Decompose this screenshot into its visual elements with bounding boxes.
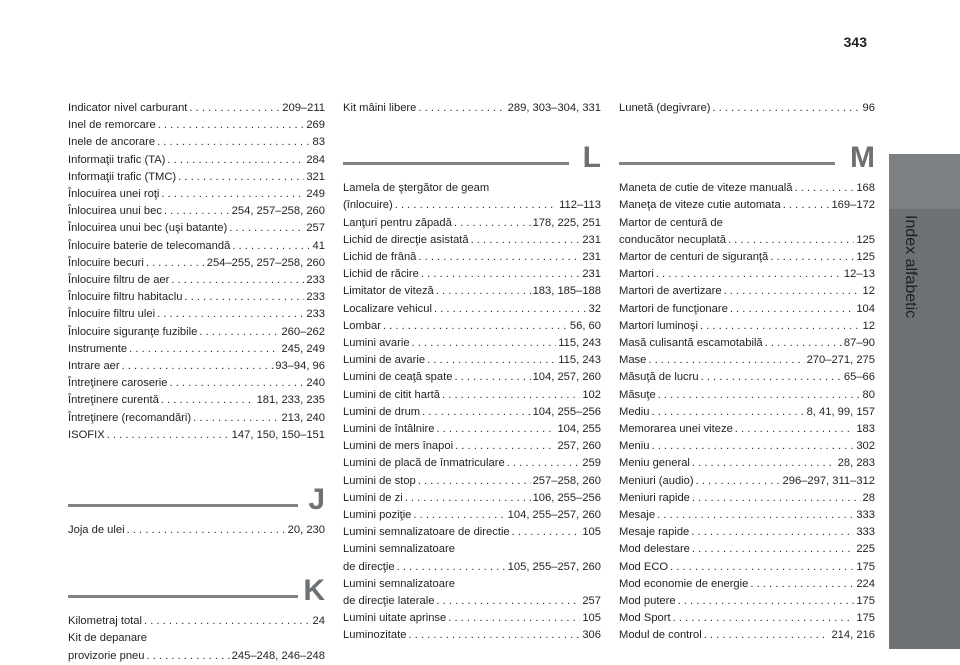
index-entry <box>68 427 325 444</box>
index-entry <box>68 289 325 306</box>
index-entry-term: Lumini de drum <box>343 405 421 418</box>
index-entry-pages: 284 <box>306 153 325 166</box>
index-entry-pages: 231 <box>582 268 601 281</box>
index-entry-term: Mod economie de energie <box>619 577 749 590</box>
index-entry-term: Lumini de întâlnire <box>343 423 435 436</box>
section-rule <box>68 595 298 598</box>
index-entry-term: Lumini de avarie <box>343 354 426 367</box>
index-entry-term: Localizare vehicul <box>343 302 432 315</box>
index-entry-term: Martor de centuri de siguranţă <box>619 251 769 264</box>
index-entry-term: Inele de ancorare <box>68 136 156 149</box>
index-entry-pages: 125 <box>856 233 875 246</box>
index-entry-pages: 302 <box>856 440 875 453</box>
side-tab-label: Index alfabetic <box>902 215 919 319</box>
index-entry-pages: 12–13 <box>843 268 875 281</box>
index-entry-term: Mesaje <box>619 509 656 522</box>
index-entry-term: Lamela de ştergător de geam <box>343 182 490 195</box>
index-entry-pages: 257, 260 <box>557 440 601 453</box>
index-entry-term: Masă culisantă escamotabilă <box>619 337 763 350</box>
index-entry-term: conducător necuplată <box>619 233 726 246</box>
index-section-k <box>68 613 325 630</box>
index-entry-pages: 245, 249 <box>281 342 325 355</box>
index-entry <box>68 306 325 323</box>
index-entry-term: Lumini de mers înapoi <box>343 440 454 453</box>
index-entry-term: Kilometraj total <box>68 615 142 628</box>
index-entry-pages: 270–271, 275 <box>806 354 875 367</box>
index-entry-term: Martori luminoşi <box>619 319 698 332</box>
index-entry-term: Întreţinere (recomandări) <box>68 411 192 424</box>
index-entry-pages: 214, 216 <box>831 629 875 642</box>
index-entry-term: Meniu general <box>619 457 690 470</box>
index-entry-pages: 175 <box>856 612 875 625</box>
index-entry <box>343 249 601 266</box>
index-entry-term: Înlocuirea unei roţi <box>68 188 160 201</box>
index-entry <box>619 249 875 266</box>
index-entry-pages: 245–248, 246–248 <box>231 649 325 662</box>
index-entry-pages: 106, 255–256 <box>532 491 601 504</box>
index-entry-term: Înlocuire filtru de aer <box>68 274 170 287</box>
index-entry <box>343 335 601 352</box>
index-entry <box>619 455 875 472</box>
index-entry-pages: 12 <box>862 285 875 298</box>
index-entry <box>619 318 875 335</box>
page-number: 343 <box>843 34 867 50</box>
index-entry-term: Memorarea unei viteze <box>619 423 733 436</box>
index-entry <box>343 559 601 576</box>
index-entry-pages: 105, 255–257, 260 <box>507 560 601 573</box>
index-entry-term: Kit de depanare <box>68 632 147 645</box>
index-entry-term: Înlocuirea unui bec (uşi batante) <box>68 222 228 235</box>
index-entry-pages: 83 <box>312 136 325 149</box>
index-entry-term: Lumini avarie <box>343 337 410 350</box>
section-letter-m: M <box>850 141 875 175</box>
index-entry-pages: 125 <box>856 251 875 264</box>
index-entry <box>619 490 875 507</box>
index-entry-pages: 209–211 <box>282 102 325 114</box>
index-entry <box>343 232 601 249</box>
index-section-m-rest <box>619 249 875 645</box>
index-entry-pages: 233 <box>306 308 325 321</box>
index-entry-pages: 41 <box>312 239 325 252</box>
index-entry-pages: 259 <box>582 457 601 470</box>
index-entry-pages: 87–90 <box>843 337 875 350</box>
index-entry <box>343 283 601 300</box>
index-entry <box>619 283 875 300</box>
index-entry <box>343 421 601 438</box>
index-entry <box>343 266 601 283</box>
index-entry-pages: 224 <box>856 577 875 590</box>
section-rule <box>343 162 569 165</box>
index-entry-pages: 28 <box>862 491 875 504</box>
index-entry-pages: 213, 240 <box>281 411 325 424</box>
index-entry <box>343 627 601 644</box>
index-section-j <box>68 522 325 539</box>
index-entry <box>619 524 875 541</box>
index-entry <box>343 490 601 507</box>
index-entry-pages: 175 <box>856 560 875 573</box>
index-entry-term: Lumini de citit hartă <box>343 388 441 401</box>
index-entry <box>68 203 325 220</box>
index-entry-term: Mesaje rapide <box>619 526 690 539</box>
index-entry-term: Lichid de răcire <box>343 268 419 281</box>
letter-header-l <box>343 136 601 180</box>
index-entry <box>343 387 601 404</box>
index-entry-pages: 105 <box>582 526 601 539</box>
index-entry-pages: 183, 185–188 <box>532 285 601 298</box>
index-entry-pages: 183 <box>856 423 875 436</box>
index-entry <box>68 238 325 255</box>
index-entry-term: Mod ECO <box>619 560 669 573</box>
index-entry <box>619 438 875 455</box>
index-entry-pages: 178, 225, 251 <box>532 216 601 229</box>
letter-header-j <box>68 478 325 522</box>
index-entry <box>343 197 601 214</box>
index-entry-pages: 254, 257–258, 260 <box>231 205 325 218</box>
index-entry <box>619 232 875 249</box>
index-entry-pages: 233 <box>306 291 325 304</box>
index-entry-term: Lichid de frână <box>343 251 417 264</box>
index-entry-term: Kit mâini libere <box>343 102 417 114</box>
index-entry <box>619 593 875 610</box>
index-entry-term: Intrare aer <box>68 360 120 373</box>
index-entry-term: Lumini poziţie <box>343 509 412 522</box>
index-entry <box>619 404 875 421</box>
index-entry-term: Înlocuire becuri <box>68 256 144 269</box>
index-entry-pages: 175 <box>856 595 875 608</box>
index-entry-term: Măsuţă de lucru <box>619 371 699 384</box>
index-entry-pages: 32 <box>588 302 601 315</box>
index-entry <box>68 613 325 630</box>
index-entry <box>343 318 601 335</box>
index-entry <box>619 421 875 438</box>
index-entry <box>619 369 875 386</box>
side-tab-marker <box>889 154 960 209</box>
index-entry-pages: 168 <box>856 182 875 195</box>
index-entry-term: Limitator de viteză <box>343 285 434 298</box>
index-entry <box>68 134 325 151</box>
index-entry-term: Lichid de direcţie asistată <box>343 233 469 246</box>
index-entry-term: Mod putere <box>619 595 676 608</box>
index-entry-term: Lanţuri pentru zăpadă <box>343 216 452 229</box>
index-entry-pages: 104, 255–257, 260 <box>507 509 601 522</box>
index-entry <box>68 169 325 186</box>
index-entry-term: Informaţii trafic (TA) <box>68 153 166 166</box>
index-entry-pages: 24 <box>312 615 325 628</box>
index-entry-pages: 233 <box>306 274 325 287</box>
index-entry-pages: 93–94, 96 <box>275 360 325 373</box>
index-entry-term: Instrumente <box>68 342 128 355</box>
index-section-l-end <box>343 610 601 644</box>
index-entry <box>619 301 875 318</box>
index-entry-term: Indicator nivel carburant <box>68 102 188 114</box>
index-entry <box>68 341 325 358</box>
index-entry <box>343 215 601 232</box>
index-entry-term: Înlocuirea unui bec <box>68 205 162 218</box>
index-entry <box>343 507 601 524</box>
index-entry-pages: 115, 243 <box>558 354 601 367</box>
index-entry-pages: 240 <box>306 377 325 390</box>
index-entry-term: Maneta de cutie de viteze manuală <box>619 182 793 195</box>
index-entry-term: Mod Sport <box>619 612 671 625</box>
index-entry-term: Lumini semnalizatoare de directie <box>343 526 510 539</box>
index-entry-pages: 56, 60 <box>569 319 601 332</box>
index-entry <box>619 473 875 490</box>
index-entry-term: Lumini de placă de înmatriculare <box>343 457 505 470</box>
index-entry <box>343 352 601 369</box>
index-entry-term: Mod delestare <box>619 543 690 556</box>
section-letter-k: K <box>303 574 325 608</box>
index-entry <box>68 117 325 134</box>
index-section-m <box>619 180 875 214</box>
index-entry <box>343 593 601 610</box>
index-entry-term: Înlocuire filtru ulei <box>68 308 156 321</box>
index-entry <box>619 610 875 627</box>
index-entry-term: Înlocuire filtru habitaclu <box>68 291 183 304</box>
letter-header-k <box>68 569 325 613</box>
index-entry-term: Lumini semnalizatoare <box>343 543 455 556</box>
index-entry-pages: 260–262 <box>281 325 325 338</box>
index-entry-pages: 333 <box>856 509 875 522</box>
index-entry <box>343 473 601 490</box>
index-entry <box>68 410 325 427</box>
index-entry-term: Martor de centură de <box>619 216 723 229</box>
index-entry-pages: 249 <box>306 188 325 201</box>
index-entry-pages: 231 <box>582 251 601 264</box>
index-entry-term: Maneţa de viteze cutie automata <box>619 199 781 212</box>
index-entry-term: Luminozitate <box>343 629 407 642</box>
index-entry-term: Lumini de stop <box>343 474 416 487</box>
index-column-3 <box>619 100 875 645</box>
index-entry-term: (înlocuire) <box>343 199 393 212</box>
index-entry-pages: 289, 303–304, 331 <box>507 102 601 114</box>
index-entry <box>68 358 325 375</box>
index-entry-term: Modul de control <box>619 629 702 642</box>
index-entry-term: Martori <box>619 268 654 281</box>
index-entry-pages: 169–172 <box>831 199 875 212</box>
index-entry <box>343 438 601 455</box>
index-column-1 <box>68 100 325 665</box>
section-rule <box>619 162 835 165</box>
index-entry-term: Inel de remorcare <box>68 119 156 132</box>
index-entry-term: Mediu <box>619 405 650 418</box>
index-entry-pages: 321 <box>306 170 325 183</box>
section-letter-j: J <box>308 483 325 517</box>
index-entry-pages: 225 <box>856 543 875 556</box>
index-entry-pages: 269 <box>306 119 325 132</box>
index-entry-term: Meniuri (audio) <box>619 474 694 487</box>
index-entry-term: Lunetă (degivrare) <box>619 102 711 114</box>
index-entry <box>68 255 325 272</box>
index-entry-term: Joja de ulei <box>68 524 125 537</box>
index-entry <box>68 152 325 169</box>
index-entry-term: Lumini semnalizatoare <box>343 577 455 590</box>
index-entry-pages: 104 <box>856 302 875 315</box>
index-entry <box>619 335 875 352</box>
index-entry <box>343 404 601 421</box>
section-rule <box>68 504 298 507</box>
index-entry-pages: 12 <box>862 319 875 332</box>
index-entry-pages: 115, 243 <box>558 337 601 350</box>
index-entry <box>619 352 875 369</box>
index-entry <box>619 507 875 524</box>
index-entry-term: Măsuţe <box>619 388 656 401</box>
index-entry-term: ISOFIX <box>68 428 105 441</box>
index-entry <box>343 524 601 541</box>
index-entry <box>619 197 875 214</box>
index-entry <box>619 541 875 558</box>
index-entry-term: Înlocuire baterie de telecomandă <box>68 239 231 252</box>
index-entry-term: Lumini de zi <box>343 491 403 504</box>
index-entry-pages: 333 <box>856 526 875 539</box>
index-entry <box>343 301 601 318</box>
index-entry-term: Întreţinere caroserie <box>68 377 168 390</box>
index-entry-pages: 105 <box>582 612 601 625</box>
index-entry-pages: 231 <box>582 233 601 246</box>
index-entry-pages: 102 <box>582 388 601 401</box>
index-entry-pages: 8, 41, 99, 157 <box>806 405 875 418</box>
index-entry-term: Întreţinere curentă <box>68 394 159 407</box>
index-entry <box>343 455 601 472</box>
index-entry <box>619 387 875 404</box>
index-entry-term: Mase <box>619 354 647 367</box>
index-entry-pages: 96 <box>862 102 875 114</box>
index-entry-pages: 181, 233, 235 <box>256 394 325 407</box>
index-entry <box>619 559 875 576</box>
index-entry-pages: 112–113 <box>559 199 601 212</box>
index-entry-pages: 254–255, 257–258, 260 <box>206 256 325 269</box>
index-entry <box>68 522 325 539</box>
index-entry <box>68 100 325 117</box>
index-entry <box>68 392 325 409</box>
index-entry-pages: 147, 150, 150–151 <box>231 428 325 441</box>
index-entry-term: Înlocuire siguranţe fuzibile <box>68 325 198 338</box>
index-entry-term: Martori de funcţionare <box>619 302 728 315</box>
index-entry-term: Lumini uitate aprinse <box>343 612 447 625</box>
index-entry-term: Lombar <box>343 319 381 332</box>
index-entry-term: Lumini de ceaţă spate <box>343 371 453 384</box>
index-entry-pages: 306 <box>582 629 601 642</box>
index-entry-pages: 28, 283 <box>837 457 875 470</box>
index-entry <box>68 186 325 203</box>
index-entry-term: Meniu <box>619 440 650 453</box>
index-entry <box>619 100 875 117</box>
index-entry <box>619 180 875 197</box>
index-entry-pages: 80 <box>862 388 875 401</box>
index-entry-pages: 104, 257, 260 <box>532 371 601 384</box>
index-entry <box>619 627 875 644</box>
index-entry-pages: 104, 255–256 <box>532 405 601 418</box>
index-entry <box>343 369 601 386</box>
index-entry-term: de direcţie laterale <box>343 595 435 608</box>
index-column-2 <box>343 100 601 645</box>
index-entry-term: Martori de avertizare <box>619 285 722 298</box>
index-entry-pages: 257 <box>306 222 325 235</box>
index-entry-pages: 257 <box>582 595 601 608</box>
index-entry-term: Meniuri rapide <box>619 491 690 504</box>
index-entry-term: Informaţii trafic (TMC) <box>68 170 177 183</box>
index-entry-term: provizorie pneu <box>68 649 145 662</box>
index-entry <box>68 324 325 341</box>
index-section-l <box>343 215 601 542</box>
letter-header-m <box>619 136 875 180</box>
index-entry <box>68 272 325 289</box>
index-entry <box>619 266 875 283</box>
index-entry-term: de direcţie <box>343 560 395 573</box>
index-entry-pages: 65–66 <box>843 371 875 384</box>
section-letter-l: L <box>582 141 601 175</box>
index-entry <box>68 648 325 665</box>
index-entry <box>343 610 601 627</box>
index-entry <box>68 220 325 237</box>
index-entry-pages: 20, 230 <box>287 524 325 537</box>
index-entry <box>68 375 325 392</box>
index-section-i <box>68 100 325 444</box>
index-entry-pages: 104, 255 <box>557 423 601 436</box>
index-entry-pages: 296–297, 311–312 <box>782 474 875 487</box>
index-entry <box>619 576 875 593</box>
index-entry-pages: 257–258, 260 <box>532 474 601 487</box>
index-entry <box>343 100 601 117</box>
